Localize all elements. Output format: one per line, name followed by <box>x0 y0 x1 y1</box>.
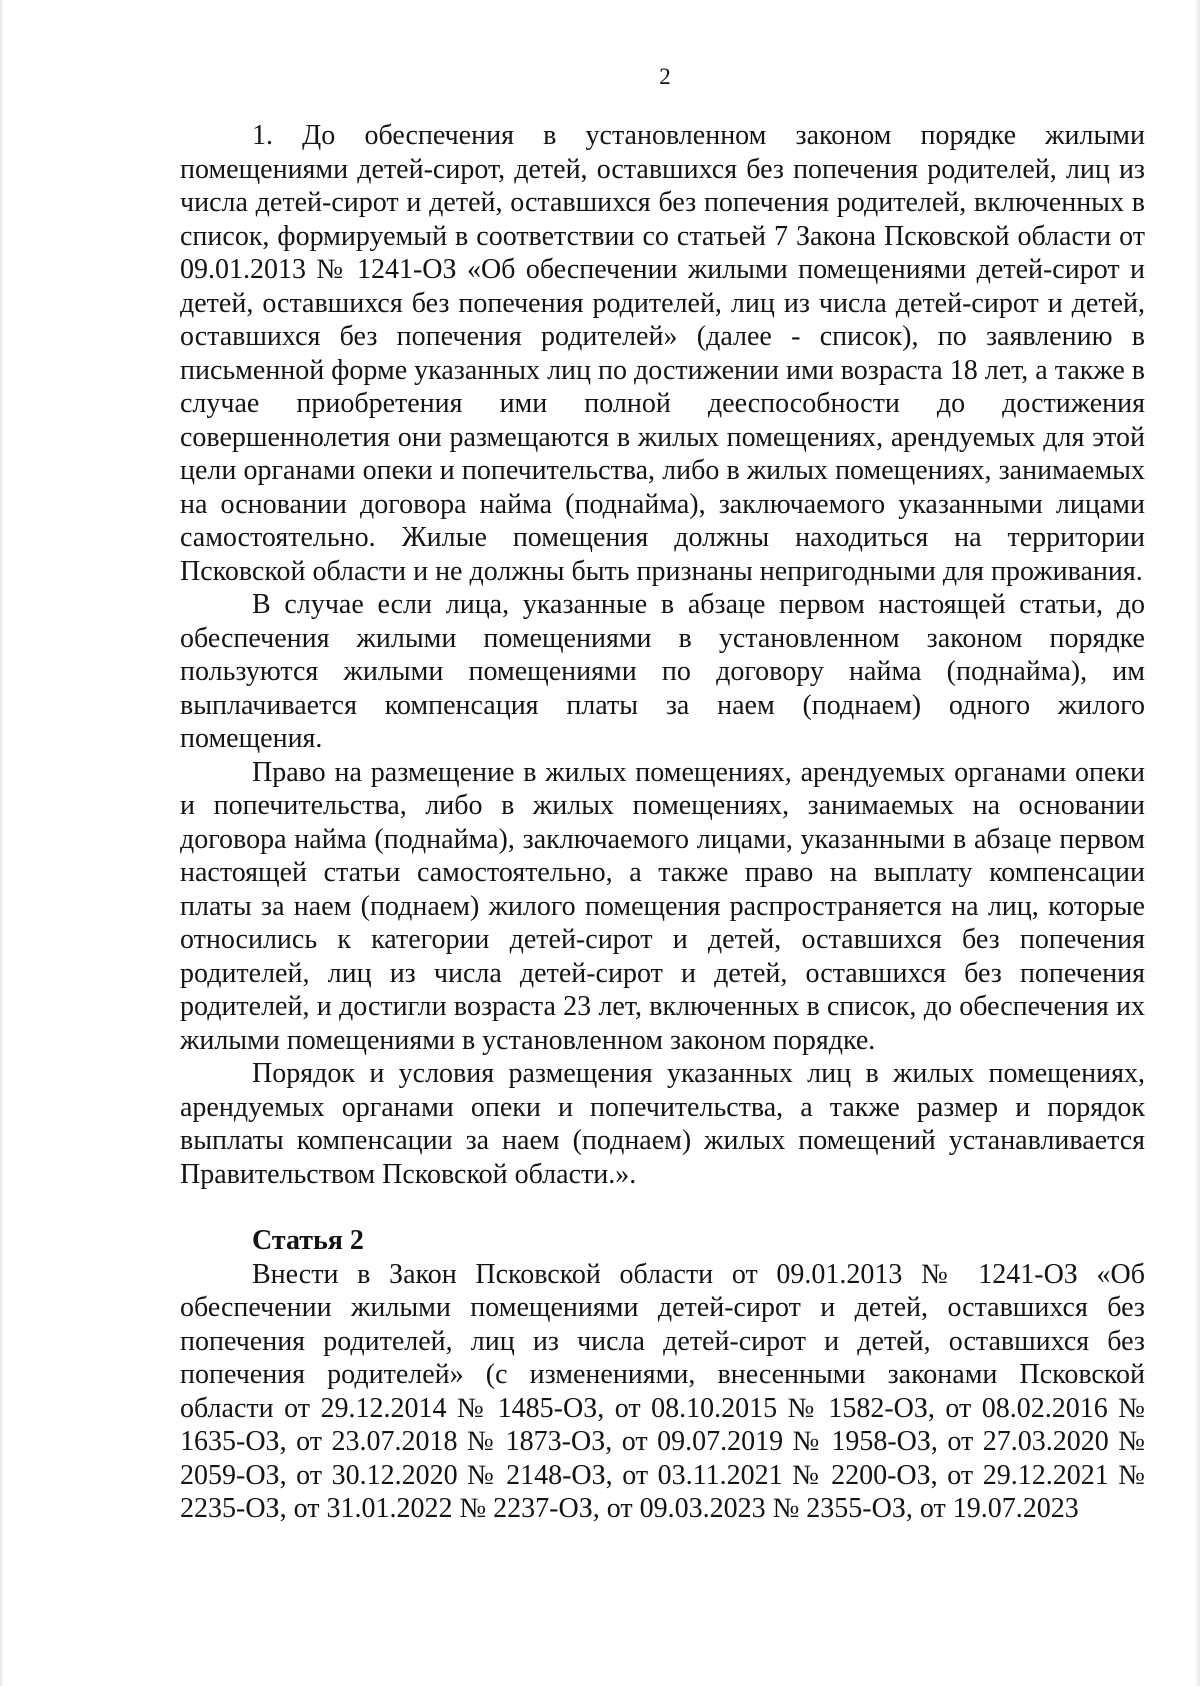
paragraph-right-to-placement: Право на размещение в жилых помещениях, арендуемых органами опеки и попечительства, либо в жилых помещениях, занимаемых на основании договора найма (поднайма), заключаемого лицами, указанными в абзаце первом настоящей статьи самостоятельно, а также право на выплату компенсации платы за наем (поднаем) жилого помещения распространяется на лиц, которые относились к категории детей-сирот и детей, оставшихся без попечения родителей, лиц из числа детей-сирот и детей, оставшихся без попечения родителей, и достигли возраста 23 лет, включенных в список, до обеспечения их жилыми помещениями в установленном законом порядке. <box>180 756 1145 1056</box>
scan-edge-right <box>1194 0 1200 1686</box>
paragraph-item-1: 1. До обеспечения в установленном законом порядке жилыми помещениями детей-сирот, детей, оставшихся без попечения родителей, лиц из числа детей-сирот и детей, оставшихся без попечения родителей, включенных в список, формируемый в соответствии со статьей 7 Закона Псковской области от 09.01.2013 № 1241-ОЗ «Об обеспечении жилыми помещениями детей-сирот и детей, оставшихся без попечения родителей, лиц из числа детей-сирот и детей, оставшихся без попечения родителей» (далее - список), по заявлению в письменной форме указанных лиц по достижении ими возраста 18 лет, а также в случае приобретения ими полной дееспособности до достижения совершеннолетия они размещаются в жилых помещениях, арендуемых для этой цели органами опеки и попечительства, либо в жилых помещениях, занимаемых на основании договора найма (поднайма), заключаемого указанными лицами самостоятельно. Жилые помещения должны находиться на территории Псковской области и не должны быть признаны непригодными для проживания. <box>180 120 1145 587</box>
scan-edge-left <box>0 0 4 1686</box>
document-body <box>180 119 1145 1526</box>
article-2-heading: Статья 2 <box>252 1225 364 1256</box>
paragraph-procedure: Порядок и условия размещения указанных лиц в жилых помещениях, арендуемых органами опеки и попечительства, а также размер и порядок выплаты компенсации за наем (поднаем) жилых помещений устанавливается Правительством Псковской области.». <box>180 1058 1145 1190</box>
paragraph-compensation: В случае если лица, указанные в абзаце первом настоящей статьи, до обеспечения жилыми помещениями в установленном законом порядке пользуются жилыми помещениями по договору найма (поднайма), им выплачивается компенсация платы за наем (поднаем) одного жилого помещения. <box>180 589 1145 754</box>
page-number: 2 <box>659 64 671 89</box>
article-2-text: Внести в Закон Псковской области от 09.01.2013 № 1241-ОЗ «Об обеспечении жилыми помещениями детей-сирот и детей, оставшихся без попечения родителей, лиц из числа детей-сирот и детей, оставшихся без попечения родителей» (с изменениями, внесенными законами Псковской области от 29.12.2014 № 1485-ОЗ, от 08.10.2015 № 1582-ОЗ, от 08.02.2016 № 1635-ОЗ, от 23.07.2018 № 1873-ОЗ, от 09.07.2019 № 1958-ОЗ, от 27.03.2020 № 2059-ОЗ, от 30.12.2020 № 2148-ОЗ, от 03.11.2021 № 2200-ОЗ, от 29.12.2021 № 2235-ОЗ, от 31.01.2022 № 2237-ОЗ, от 09.03.2023 № 2355-ОЗ, от 19.07.2023 <box>180 1258 1145 1524</box>
